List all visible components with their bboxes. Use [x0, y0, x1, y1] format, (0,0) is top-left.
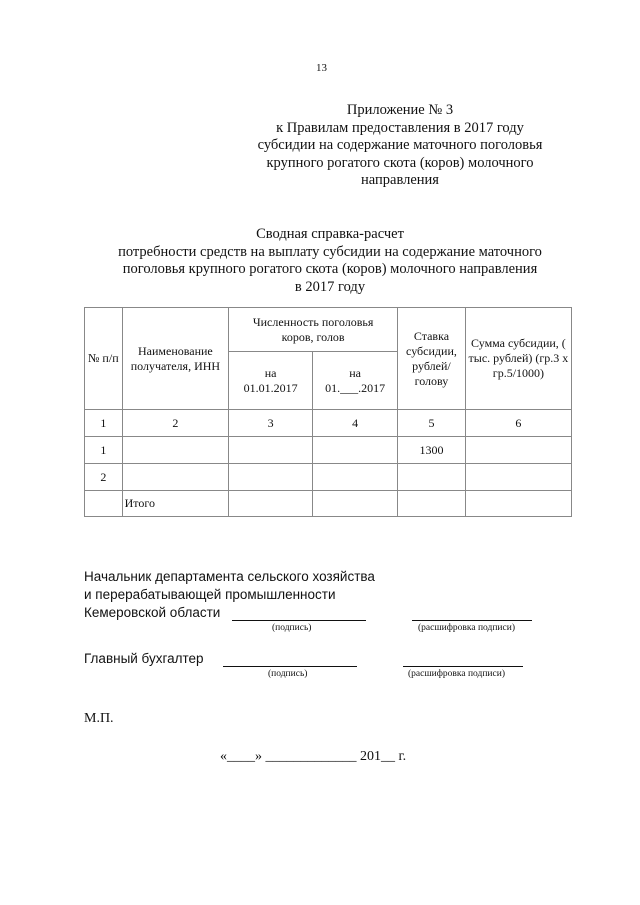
table-cell — [313, 491, 398, 517]
table-cell: 1 — [85, 437, 123, 464]
table-cell — [85, 491, 123, 517]
table-cell: 2 — [85, 464, 123, 491]
table-cell — [313, 437, 398, 464]
date-line: «____» _____________ 201__ г. — [220, 749, 407, 764]
document-title — [60, 226, 600, 296]
table-cell — [398, 491, 466, 517]
sign-label: (подпись) — [272, 623, 312, 633]
table-cell — [465, 437, 571, 464]
head-title-line: и перерабатывающей промышленности — [84, 587, 336, 602]
header-name: Наименование получателя, ИНН — [122, 308, 229, 410]
stamp-place: М.П. — [84, 711, 114, 726]
column-number: 5 — [398, 410, 466, 437]
title-line: Сводная справка-расчет — [256, 226, 404, 242]
appendix-header — [230, 102, 570, 190]
head-title-line: Начальник департамента сельского хозяйства — [84, 569, 375, 584]
head-decode-field[interactable] — [412, 620, 532, 621]
appendix-line: крупного рогатого скота (коров) молочного — [266, 154, 534, 171]
table-cell — [465, 464, 571, 491]
appendix-line: направления — [361, 172, 439, 188]
column-number: 1 — [85, 410, 123, 437]
head-signature-field[interactable] — [232, 620, 366, 621]
total-label: Итого — [122, 491, 229, 517]
table-row-total — [85, 491, 572, 517]
table-cell — [229, 464, 313, 491]
table-cell — [122, 464, 229, 491]
accountant-label: Главный бухгалтер — [84, 651, 204, 666]
decode-label: (расшифровка подписи) — [418, 623, 515, 633]
table-cell — [313, 464, 398, 491]
header-rate: Ставка субсидии, рублей/ голову — [398, 308, 466, 410]
subsidy-table — [84, 307, 572, 517]
title-line: поголовья крупного рогатого скота (коров) молочного направления — [122, 261, 538, 277]
appendix-line: субсидии на содержание маточного поголовья — [257, 137, 543, 153]
appendix-line: к Правилам предоставления в 2017 году — [276, 119, 524, 136]
column-number: 3 — [229, 410, 313, 437]
appendix-line: Приложение № 3 — [346, 102, 454, 118]
title-line: потребности средств на выплату субсидии на содержание маточного — [118, 243, 542, 260]
table-cell — [229, 437, 313, 464]
table-cell — [122, 437, 229, 464]
table-cell — [398, 464, 466, 491]
column-number: 4 — [313, 410, 398, 437]
header-count: Численность поголовья коров, голов — [229, 308, 398, 352]
column-number: 6 — [465, 410, 571, 437]
table-cell — [465, 491, 571, 517]
head-title-line: Кемеровской области — [84, 605, 221, 620]
header-num: № п/п — [85, 308, 123, 410]
column-number: 2 — [122, 410, 229, 437]
header-date1: на 01.01.2017 — [229, 352, 313, 410]
accountant-decode-field[interactable] — [403, 666, 523, 667]
table-cell: 1300 — [398, 437, 466, 464]
page-number: 13 — [316, 62, 327, 74]
table-row — [85, 464, 572, 491]
decode-label: (расшифровка подписи) — [408, 669, 505, 679]
head-signature-block — [84, 568, 375, 622]
header-sum: Сумма субсидии, ( тыс. рублей) (гр.3 х гр.5/1000) — [465, 308, 571, 410]
table-cell — [229, 491, 313, 517]
header-date2: на 01.___.2017 — [313, 352, 398, 410]
sign-label: (подпись) — [268, 669, 308, 679]
table-row — [85, 437, 572, 464]
title-line: в 2017 году — [294, 278, 366, 295]
accountant-signature-field[interactable] — [223, 666, 357, 667]
